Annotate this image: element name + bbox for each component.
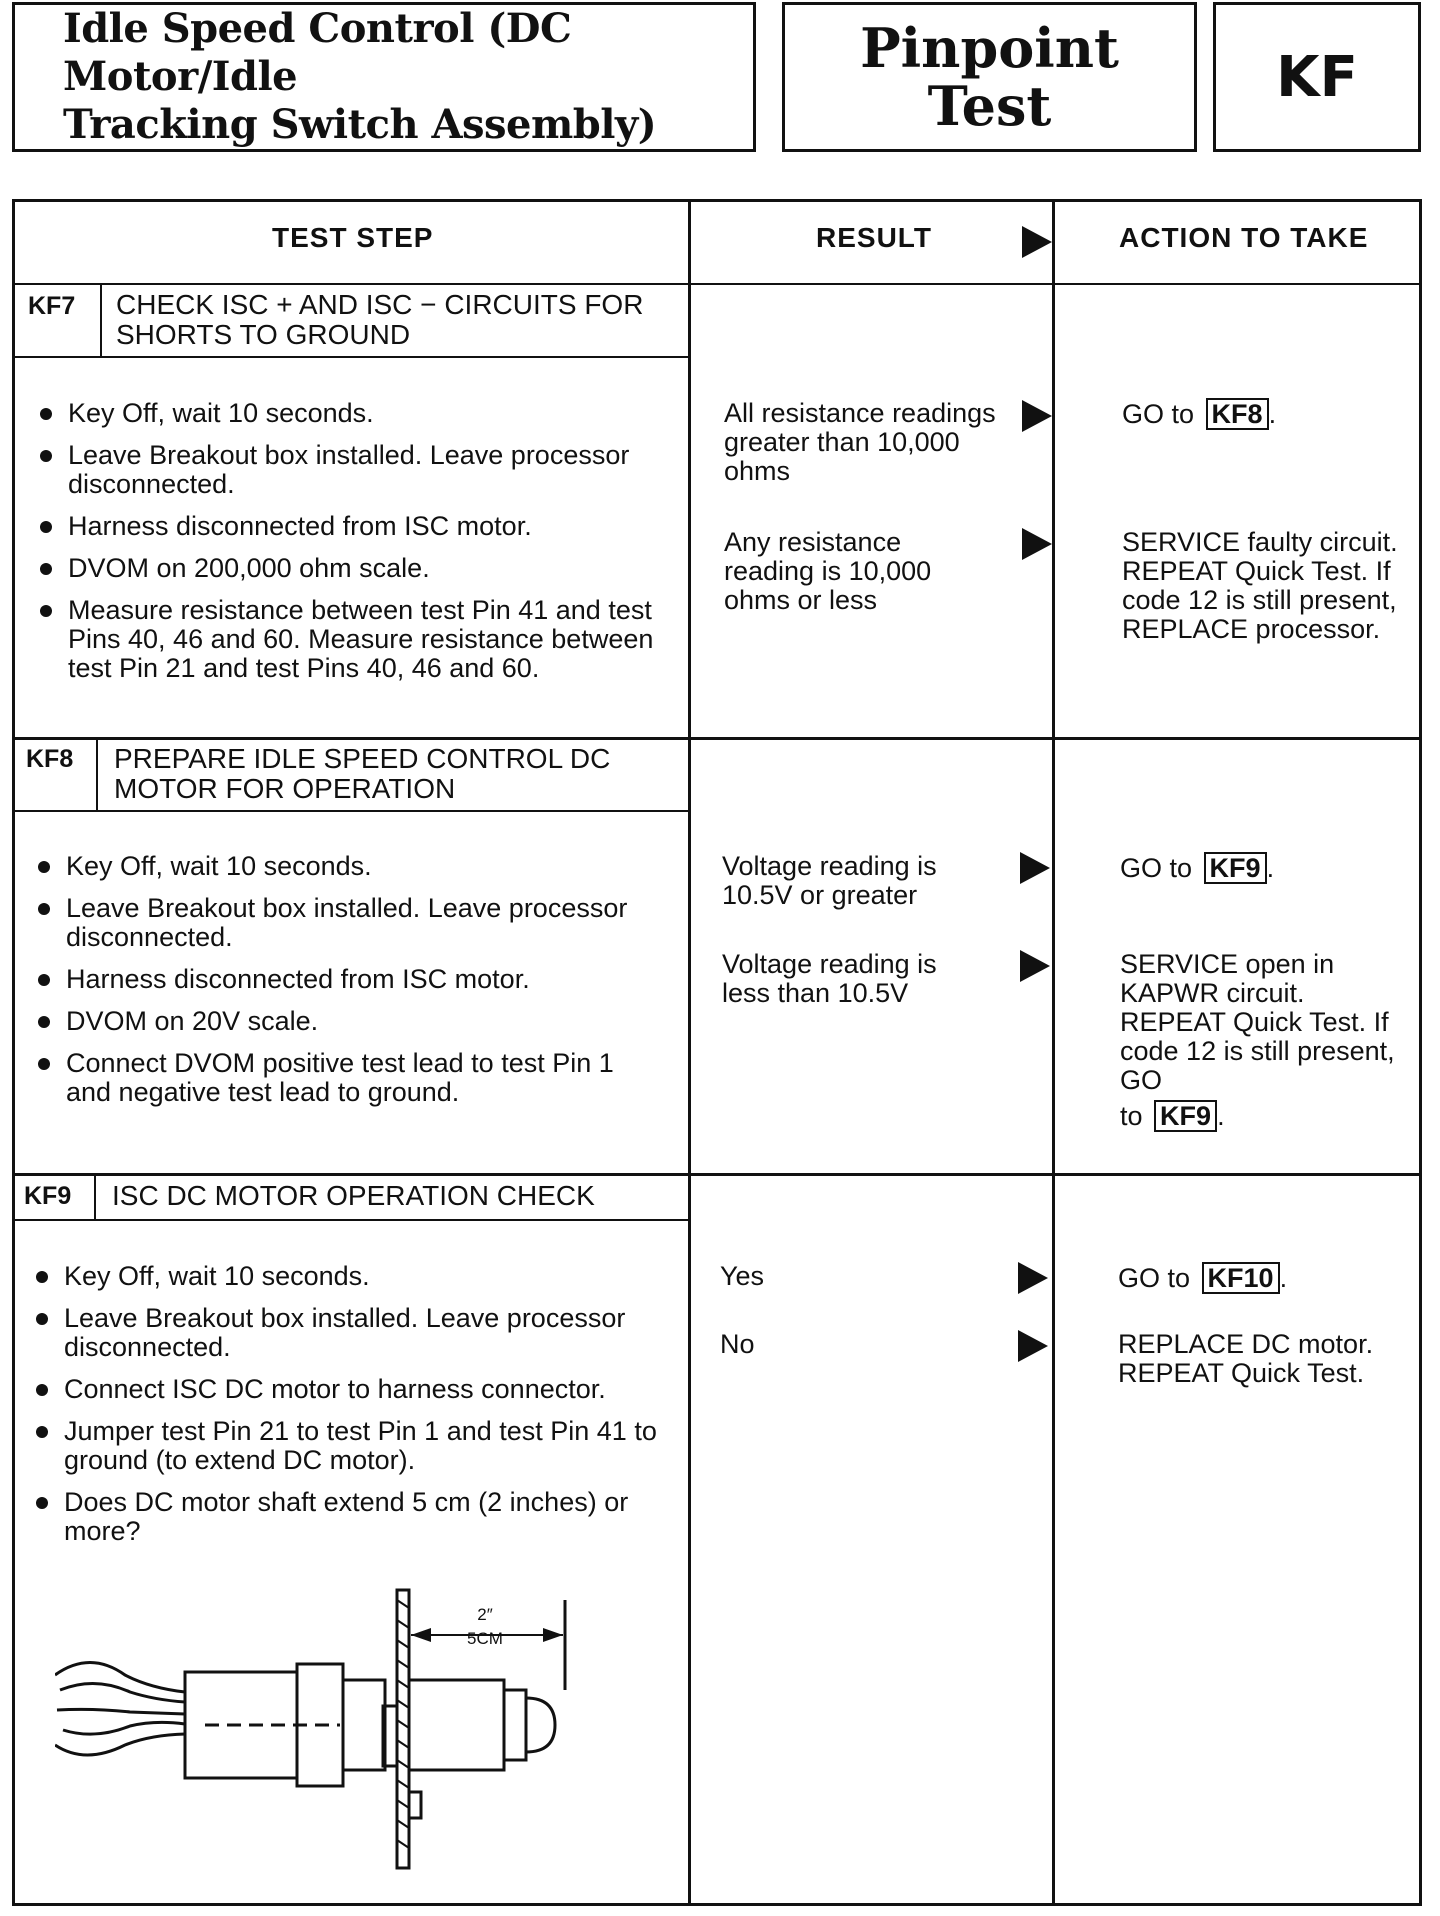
kf9-code-divider bbox=[94, 1175, 96, 1221]
kf9-result-no-arrow-icon bbox=[1018, 1330, 1048, 1362]
kf9-action-2: REPLACE DC motor. REPEAT Quick Test. bbox=[1118, 1329, 1374, 1388]
kf9-header-underline bbox=[12, 1219, 690, 1221]
step-divider-kf9 bbox=[12, 1173, 1422, 1176]
dimension-inches-label: 2″ bbox=[477, 1605, 493, 1624]
table-border-right bbox=[1419, 199, 1422, 1906]
list-item: Key Off, wait 10 seconds. bbox=[34, 399, 664, 428]
kf9-instruction-list bbox=[30, 1262, 664, 1559]
step-reference-kf9: KF9 bbox=[1204, 852, 1267, 884]
list-item: Connect DVOM positive test lead to test Pin 1 and negative test lead to ground. bbox=[32, 1049, 664, 1107]
step-reference-kf8: KF8 bbox=[1206, 398, 1269, 430]
result-arrow-icon bbox=[1022, 226, 1052, 258]
kf9-result-yes-arrow-icon bbox=[1018, 1262, 1048, 1294]
column-header-result: RESULT bbox=[816, 222, 932, 253]
column-divider-2 bbox=[1052, 199, 1055, 1906]
list-item: DVOM on 200,000 ohm scale. bbox=[34, 554, 664, 583]
kf9-action-1: GO to KF10 . bbox=[1118, 1263, 1288, 1293]
kf8-result-1: Voltage reading is 10.5V or greater bbox=[722, 851, 937, 910]
kf7-result-2: Any resistance reading is 10,000 ohms or less bbox=[724, 527, 932, 615]
step-reference-kf10: KF10 bbox=[1202, 1262, 1280, 1294]
list-item: Does DC motor shaft extend 5 cm (2 inches) or more? bbox=[30, 1488, 664, 1546]
list-item: Leave Breakout box installed. Leave processor disconnected. bbox=[30, 1304, 664, 1362]
list-item: Harness disconnected from ISC motor. bbox=[32, 965, 664, 994]
kf7-action-1: GO to KF8 . bbox=[1122, 399, 1277, 429]
document-title: Idle Speed Control (DC Motor/Idle Tracking Switch Assembly) bbox=[63, 5, 657, 148]
table-border-top bbox=[12, 199, 1422, 202]
kf8-result-2: Voltage reading is less than 10.5V bbox=[722, 949, 937, 1008]
step-divider-kf8 bbox=[12, 737, 1422, 740]
kf8-header-underline bbox=[12, 810, 690, 812]
list-item: Jumper test Pin 21 to test Pin 1 and test Pin 41 to ground (to extend DC motor). bbox=[30, 1417, 664, 1475]
column-divider-1 bbox=[688, 199, 691, 1906]
kf8-result-2-arrow-icon bbox=[1020, 950, 1050, 982]
kf7-action-2: SERVICE faulty circuit. REPEAT Quick Test. If code 12 is still present, REPLACE processor. bbox=[1122, 527, 1398, 644]
kf7-header-underline bbox=[12, 356, 690, 358]
test-code-box bbox=[1213, 2, 1421, 152]
step-reference-kf9: KF9 bbox=[1154, 1100, 1217, 1132]
step-title-kf7: CHECK ISC + AND ISC − CIRCUITS FOR SHORTS TO GROUND bbox=[116, 289, 644, 350]
kf8-action-2: SERVICE open in KAPWR circuit. REPEAT Quick Test. If code 12 is still present, GO to KF9 . bbox=[1120, 949, 1395, 1131]
list-item: Leave Breakout box installed. Leave processor disconnected. bbox=[32, 894, 664, 952]
kf7-result-1-arrow-icon bbox=[1022, 400, 1052, 432]
step-title-kf8: PREPARE IDLE SPEED CONTROL DC MOTOR FOR OPERATION bbox=[114, 743, 611, 804]
title-box bbox=[12, 2, 756, 152]
test-code: KF bbox=[1276, 44, 1358, 110]
step-title-kf9: ISC DC MOTOR OPERATION CHECK bbox=[112, 1180, 595, 1211]
list-item: Measure resistance between test Pin 41 and test Pins 40, 46 and 60. Measure resistance between test Pin 21 and test Pins 40, 46 and 60. bbox=[34, 596, 664, 683]
list-item: Harness disconnected from ISC motor. bbox=[34, 512, 664, 541]
kf7-instruction-list bbox=[34, 399, 664, 696]
dc-motor-diagram bbox=[55, 1580, 595, 1880]
header-row-divider bbox=[12, 283, 1422, 285]
list-item: Connect ISC DC motor to harness connector. bbox=[30, 1375, 664, 1404]
kf8-result-1-arrow-icon bbox=[1020, 852, 1050, 884]
kf7-code-divider bbox=[100, 284, 102, 358]
kf9-result-yes: Yes bbox=[720, 1261, 765, 1291]
test-type-label: Pinpoint Test bbox=[860, 16, 1119, 138]
step-code-kf9: KF9 bbox=[24, 1182, 72, 1210]
kf7-result-2-arrow-icon bbox=[1022, 528, 1052, 560]
kf8-action-1: GO to KF9 . bbox=[1120, 853, 1275, 883]
dimension-cm-label: 5CM bbox=[467, 1629, 503, 1648]
list-item: DVOM on 20V scale. bbox=[32, 1007, 664, 1036]
step-code-kf7: KF7 bbox=[28, 292, 76, 320]
column-header-test-step: TEST STEP bbox=[272, 222, 434, 253]
test-type-box bbox=[782, 2, 1197, 152]
list-item: Leave Breakout box installed. Leave processor disconnected. bbox=[34, 441, 664, 499]
list-item: Key Off, wait 10 seconds. bbox=[30, 1262, 664, 1291]
step-code-kf8: KF8 bbox=[26, 745, 74, 773]
kf7-result-1: All resistance readings greater than 10,000 ohms bbox=[724, 398, 996, 486]
list-item: Key Off, wait 10 seconds. bbox=[32, 852, 664, 881]
kf8-instruction-list bbox=[32, 852, 664, 1120]
table-border-bottom bbox=[12, 1903, 1422, 1906]
kf8-code-divider bbox=[96, 739, 98, 812]
table-border-left bbox=[12, 199, 15, 1906]
kf9-result-no: No bbox=[720, 1329, 755, 1359]
column-header-action: ACTION TO TAKE bbox=[1119, 222, 1369, 253]
